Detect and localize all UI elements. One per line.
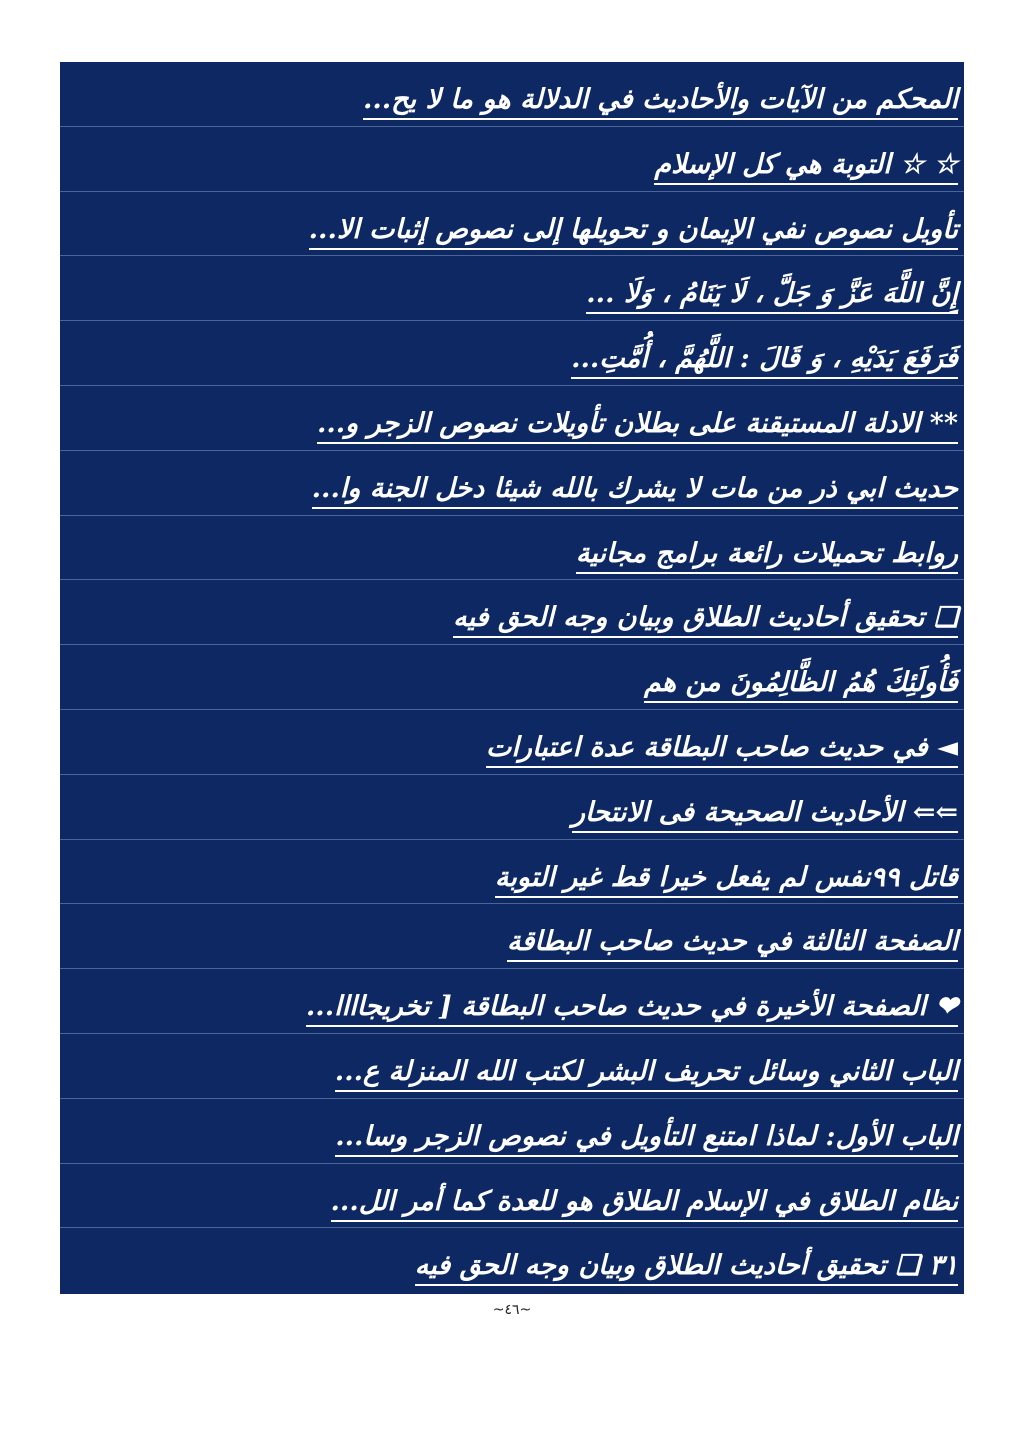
post-link[interactable]: ❑ تحقيق أحاديث الطلاق وبيان وجه الحق فيه xyxy=(453,604,958,638)
links-panel xyxy=(60,62,964,1294)
link-row xyxy=(60,775,964,840)
post-link[interactable]: ☆ ☆ التوبة هي كل الإسلام xyxy=(654,151,958,185)
post-link[interactable]: حديث ابي ذر من مات لا يشرك بالله شيئا دخل الجنة وا... xyxy=(312,475,958,509)
link-row xyxy=(60,710,964,775)
link-row xyxy=(60,451,964,516)
link-row xyxy=(60,1099,964,1164)
link-row xyxy=(60,321,964,386)
post-link[interactable]: إِنَّ اللَّهَ عَزَّ وَ جَلَّ ، لَا يَنَامُ ، وَلَا ... xyxy=(586,280,958,314)
link-row xyxy=(60,1228,964,1293)
post-link[interactable]: الصفحة الثالثة في حديث صاحب البطاقة xyxy=(507,928,958,962)
post-link[interactable]: تأويل نصوص نفي الإيمان و تحويلها إلى نصوص إثبات الا... xyxy=(309,216,958,250)
post-link[interactable]: روابط تحميلات رائعة برامج مجانية xyxy=(576,540,958,574)
link-row xyxy=(60,1034,964,1099)
post-link[interactable]: المحكم من الآيات والأحاديث في الدلالة هو ما لا يح... xyxy=(363,86,958,120)
link-row xyxy=(60,840,964,905)
post-link[interactable]: ٣١ ❑ تحقيق أحاديث الطلاق وبيان وجه الحق فيه xyxy=(415,1252,958,1286)
post-link[interactable]: ⇐⇐ الأحاديث الصحيحة فى الانتحار xyxy=(572,799,958,833)
post-link[interactable]: فَرَفَعَ يَدَيْهِ ، وَ قَالَ : اللَّهُمَّ ، أُمَّتِ... xyxy=(571,345,958,379)
link-row xyxy=(60,127,964,192)
post-link[interactable]: قاتل ٩٩نفس لم يفعل خيرا قط غير التوبة xyxy=(495,864,958,898)
link-row xyxy=(60,969,964,1034)
link-row xyxy=(60,904,964,969)
post-link[interactable]: الباب الأول: لماذا امتنع التأويل في نصوص الزجر وسا... xyxy=(335,1123,958,1157)
post-link[interactable]: نظام الطلاق في الإسلام الطلاق هو للعدة كما أمر الل... xyxy=(331,1188,958,1222)
post-link[interactable]: ◄ في حديث صاحب البطاقة عدة اعتبارات xyxy=(486,734,958,768)
page-number: ~٤٦~ xyxy=(492,1302,532,1318)
link-row xyxy=(60,645,964,710)
link-row xyxy=(60,1164,964,1229)
link-row xyxy=(60,386,964,451)
post-link[interactable]: ❤ الصفحة الأخيرة في حديث صاحب البطاقة [ تخريجاااا... xyxy=(306,993,958,1027)
link-row xyxy=(60,256,964,321)
link-row xyxy=(60,580,964,645)
post-link[interactable]: الباب الثاني وسائل تحريف البشر لكتب الله المنزلة ع... xyxy=(335,1058,958,1092)
post-link[interactable]: ** الادلة المستيقنة على بطلان تأويلات نصوص الزجر و... xyxy=(317,410,958,444)
link-row xyxy=(60,62,964,127)
link-row xyxy=(60,516,964,581)
post-link[interactable]: فَأُولَئِكَ هُمُ الظَّالِمُونَ من هم xyxy=(644,669,958,703)
link-row xyxy=(60,192,964,257)
